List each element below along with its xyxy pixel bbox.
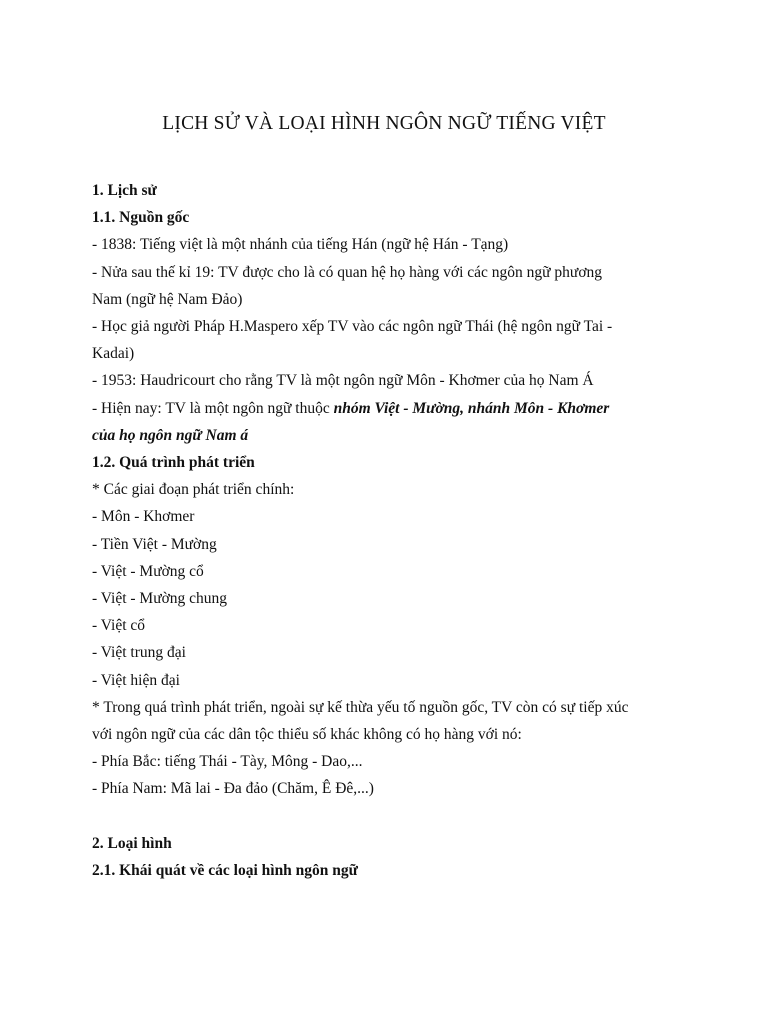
- origin-current-prefix: - Hiện nay: TV là một ngôn ngữ thuộc: [92, 399, 334, 417]
- origin-line-19th-century-b: Nam (ngữ hệ Nam Đảo): [92, 290, 243, 308]
- document-title: LỊCH SỬ VÀ LOẠI HÌNH NGÔN NGỮ TIẾNG VIỆT: [162, 113, 606, 134]
- contact-line-b: với ngôn ngữ của các dân tộc thiểu số khác không có họ hàng với nó:: [92, 726, 522, 744]
- section-1-2-heading: 1.2. Quá trình phát triển: [92, 454, 255, 472]
- stage-item: - Việt trung đại: [92, 644, 186, 662]
- document-body: [92, 177, 672, 884]
- origin-line-maspero-a: - Học giả người Pháp H.Maspero xếp TV vào các ngôn ngữ Thái (hệ ngôn ngữ Tai -: [92, 318, 613, 336]
- paragraph-gap: [92, 803, 672, 830]
- section-1-heading: 1. Lịch sử: [92, 182, 157, 199]
- contact-south: - Phía Nam: Mã lai - Đa đảo (Chăm, Ê Đê,...): [92, 780, 374, 798]
- stage-item: - Việt - Mường cổ: [92, 562, 204, 580]
- stage-item: - Việt hiện đại: [92, 671, 180, 689]
- section-2-1-heading: 2.1. Khái quát về các loại hình ngôn ngữ: [92, 862, 358, 880]
- origin-line-1953: - 1953: Haudricourt cho rằng TV là một ngôn ngữ Môn - Khơmer của họ Nam Á: [92, 372, 594, 390]
- origin-line-current-continued: của họ ngôn ngữ Nam á: [92, 426, 249, 444]
- section-1-1-heading: 1.1. Nguồn gốc: [92, 209, 190, 227]
- origin-line-maspero-b: Kadai): [92, 345, 135, 363]
- origin-line-19th-century-a: - Nửa sau thế kỉ 19: TV được cho là có quan hệ họ hàng với các ngôn ngữ phương: [92, 263, 603, 281]
- origin-line-1838: - 1838: Tiếng việt là một nhánh của tiếng Hán (ngữ hệ Hán - Tạng): [92, 236, 509, 254]
- stage-item: - Việt cổ: [92, 617, 146, 635]
- stage-item: - Việt - Mường chung: [92, 590, 228, 608]
- stage-item: - Tiền Việt - Mường: [92, 535, 217, 553]
- section-2-heading: 2. Loại hình: [92, 834, 172, 852]
- origin-current-emphasis: nhóm Việt - Mường, nhánh Môn - Khơmer: [333, 399, 610, 417]
- origin-line-current: [92, 395, 672, 422]
- stage-item: - Môn - Khơmer: [92, 508, 195, 526]
- contact-north: - Phía Bắc: tiếng Thái - Tày, Mông - Dao,...: [92, 753, 363, 771]
- stages-intro: * Các giai đoạn phát triển chính:: [92, 481, 295, 499]
- contact-line-a: * Trong quá trình phát triển, ngoài sự kế thừa yếu tố nguồn gốc, TV còn có sự tiếp xúc: [92, 698, 629, 716]
